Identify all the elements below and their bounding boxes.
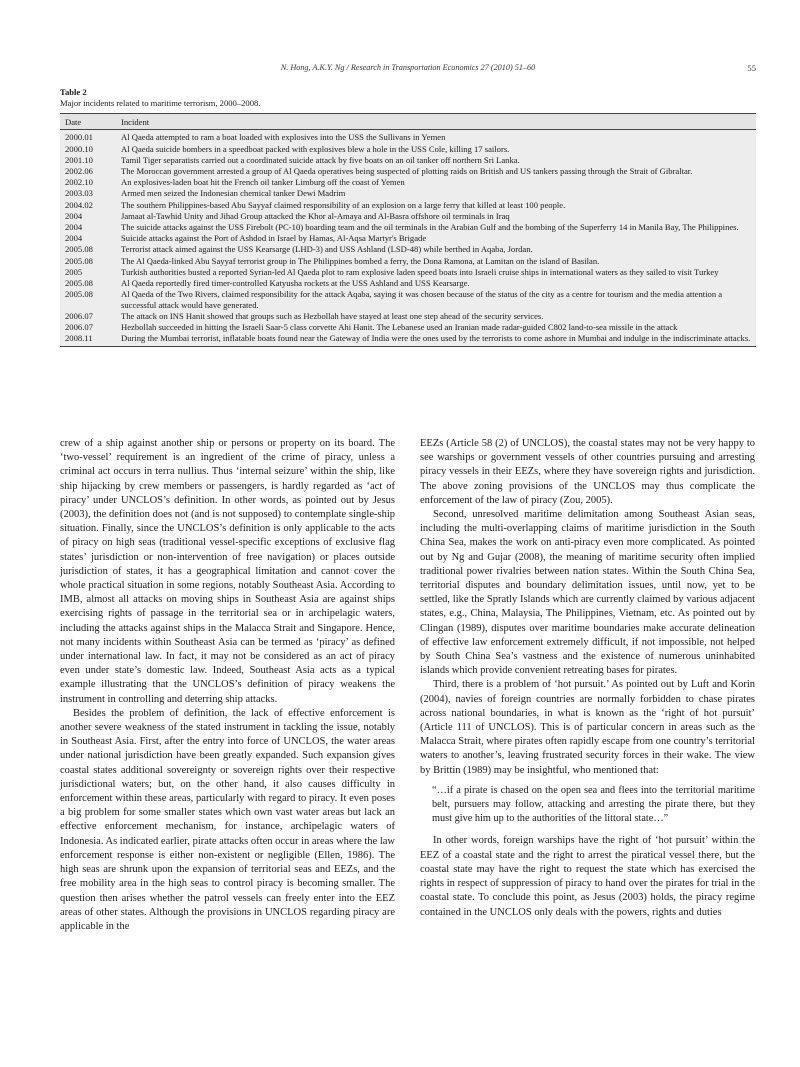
- table-row: [60, 188, 756, 199]
- table-row: [60, 244, 756, 255]
- table-row: [60, 177, 756, 188]
- incident-description: Tamil Tiger separatists carried out a coordinated suicide attack by five boats on an oil tanker off northern Sri Lanka.: [121, 154, 520, 165]
- incident-description: The Moroccan government arrested a group of Al Qaeda operatives being suspected of plotting raids on British and US tankers passing through the Strait of Gibraltar.: [121, 166, 693, 177]
- block-quote: “…if a pirate is chased on the open sea and flees into the territorial maritime belt, pursuers may follow, attacking and arresting the pirate there, but they must give him up to the authorities of the littoral state…”: [432, 784, 755, 825]
- paragraph: EEZs (Article 58 (2) of UNCLOS), the coastal states may not be very happy to see warships or government vessels of other countries pursuing and arresting piracy vessels in their EEZs, where they have sovereign rights and jurisdiction. The above zoning provisions of the UNCLOS may thus complicate the enforcement of the law of piracy (Zou, 2005).: [420, 438, 755, 506]
- incident-date: 2005.08: [65, 255, 93, 266]
- column-header-date: Date: [60, 114, 121, 130]
- right-text-column: [420, 437, 755, 920]
- running-header: [60, 63, 756, 77]
- incident-description: Al Qaeda of the Two Rivers, claimed responsibility for the attack Aqaba, saying it was chosen because of the status of the city as a centre for tourism and the media attention a successful attack would have generated.: [121, 289, 723, 310]
- table-row: [60, 166, 756, 177]
- incident-date: 2004: [65, 222, 83, 233]
- table-row: [60, 222, 756, 233]
- table-row: [60, 233, 756, 244]
- table-row: [60, 200, 756, 211]
- incident-description: The attack on INS Hanit showed that groups such as Hezbollah have stayed at least one step ahead of the security services.: [121, 310, 544, 321]
- journal-citation: N. Hong, A.K.Y. Ng / Research in Transportation Economics 27 (2010) 51–60: [280, 63, 536, 72]
- table-row: [60, 211, 756, 222]
- incident-date: 2002.10: [65, 177, 93, 188]
- incident-date: 2001.10: [65, 154, 93, 165]
- incident-description: Hezbollah succeeded in hitting the Israeli Saar-5 class corvette Ahi Hanit. The Lebanese used an Iranian made radar-guided C802 land-to-sea missile in the attack: [121, 322, 678, 333]
- table-row: [60, 333, 756, 346]
- table-row: [60, 311, 756, 322]
- incident-date: 2005: [65, 266, 83, 277]
- incident-description: Terrorist attack aimed against the USS Kearsarge (LHD-3) and USS Ashland (LSD-48) while berthed in Aqaba, Jordan.: [121, 244, 533, 255]
- table-caption: Major incidents related to maritime terrorism, 2000–2008.: [60, 98, 261, 108]
- incident-description: The suicide attacks against the USS Firebolt (PC-10) boarding team and the oil terminals in the Arabian Gulf and the bombing of the Superferry 14 in Manila Bay, The Philippines.: [121, 222, 739, 233]
- incident-date: 2005.08: [65, 289, 93, 300]
- incident-description: Al Qaeda attempted to ram a boat loaded with explosives into the USS the Sullivans in Yemen: [121, 132, 446, 143]
- incident-description: Jamaat al-Tawhid Unity and Jihad Group attacked the Khor al-Amaya and Al-Basra offshore oil terminals in Iraq: [121, 210, 510, 221]
- incident-date: 2003.03: [65, 188, 93, 199]
- table-row: [60, 278, 756, 289]
- paragraph: Besides the problem of definition, the lack of effective enforcement is another severe weakness of the stated instrument in tackling the issue, notably in Southeast Asia. First, after the entry into force of UNCLOS, the water areas under national jurisdiction have been greatly expanded. Such expansion gives coastal states additional sovereignty or sovereign rights over their respective jurisdictional waters; but, on the other hand, it also causes difficulty in enforcement within these areas, particularly with regard to piracy. It even poses a big problem for some smaller states which own vast water areas but lack an effective enforcement mechanism, for instance, archipelagic waters of Indonesia. As indicated earlier, pirate attacks often occur in areas where the law enforcement response is either non-existent or negligible (Ellen, 1986). The high seas are shrunk upon the expansion of territorial seas and EEZs, and the free mobility area in the high seas to control piracy is becoming smaller. The question then arises whether the patrol vessels can freely enter into the EEZ areas of other states. Although the provisions in UNCLOS regarding piracy are applicable in the: [60, 707, 395, 932]
- incident-date: 2005.08: [65, 278, 93, 289]
- column-header-incident: Incident: [121, 114, 756, 130]
- incidents-table: [60, 113, 756, 347]
- page-number: 55: [747, 63, 756, 73]
- table-row: [60, 130, 756, 144]
- paragraph: Third, there is a problem of ‘hot pursuit.’ As pointed out by Luft and Korin (2004), navies of foreign countries are normally forbidden to chase pirates across national boundaries, in what is known as the ‘right of hot pursuit’ (Article 111 of UNCLOS). This is of particular concern in areas such as the Malacca Strait, where pirates often rapidly escape from one country’s territorial waters to another’s, leaving frustrated security forces in their wake. The view by Brittin (1989) may be insightful, who mentioned that:: [420, 679, 755, 776]
- paragraph: crew of a ship against another ship or persons or property on its board. The ‘two-vessel’ requirement is an ingredient of the crime of piracy, unless a criminal act occurs in terra nullius. Thus ‘internal seizure’ within the ship, like ship hijacking by crew members or passengers, is hardly regarded as ‘act of piracy’ under UNCLOS’s definition. In other words, as pointed out by Jesus (2003), the definition does not (and is not supposed) to contemplate single-ship situation. Finally, since the UNCLOS’s definition is only applicable to the acts of piracy on high seas (traditional vessel-specific exceptions of exclusive flag states’ jurisdiction or non-intervention of free navigation) or places outside jurisdiction of states, it has a geographical limitation and cannot cover the whole practical situation in some regions, notably Southeast Asia. According to IMB, almost all attacks on moving ships in Southeast Asia are against ships exercising rights of passage in the territorial sea or in archipelagic waters, including the attacks against ships in the Malacca Strait and Singapore. Hence, not many incidents within Southeast Asia can be termed as ‘piracy’ as defined under international law. In fact, it may not be considered as an act of piracy even under state’s domestic law. Indeed, Southeast Asia acts as a typical example illustrating that the UNCLOS’s definition of piracy weakens the instrument in controlling and deterring ship attacks.: [60, 438, 395, 705]
- table-row: [60, 144, 756, 155]
- incident-date: 2002.06: [65, 166, 93, 177]
- incident-description: The southern Philippines-based Abu Sayyaf claimed responsibility of an explosion on a large ferry that killed at least 100 people.: [121, 199, 566, 210]
- incident-description: Armed men seized the Indonesian chemical tanker Dewi Madrim: [121, 188, 346, 199]
- table-row: [60, 256, 756, 267]
- incident-date: 2004: [65, 233, 83, 244]
- paragraph: In other words, foreign warships have the right of ‘hot pursuit’ within the EEZ of a coastal state and the right to arrest the piratical vessel there, but the coastal state may have the right to request the state which has exercised the rights in respect of suppression of piracy to hand over the pirates for trial in the coastal state. To conclude this point, as Jesus (2003) holds, the piracy regime contained in the UNCLOS only deals with the powers, rights and duties: [420, 835, 755, 918]
- incident-date: 2006.07: [65, 322, 93, 333]
- incident-date: 2004: [65, 210, 83, 221]
- paragraph: Second, unresolved maritime delimitation among Southeast Asian seas, including the multi-overlapping claims of maritime jurisdiction in the South China Sea, makes the work on anti-piracy even more complicated. As pointed out by Ng and Gujar (2008), the meaning of maritime security often implied traditional power rivalries between nation states. Within the South China Sea, territorial disputes and boundary delimitation issues, until now, yet to be settled, like the Spratly Islands which are currently claimed by various adjacent states, e.g., China, Malaysia, The Philippines, Vietnam, etc. As pointed out by Clingan (1989), disputes over maritime boundaries make accurate delineation of effective law enforcement extremely difficult, if not impossible, not helped by South China Sea’s vastness and the existence of numerous uninhabited islands which provide convenient retreating bases for pirates.: [420, 509, 755, 677]
- incident-date: 2000.10: [65, 143, 93, 154]
- incident-date: 2008.11: [60, 333, 121, 346]
- incident-date: 2004.02: [65, 199, 93, 210]
- incident-date: 2005.08: [65, 244, 93, 255]
- incident-date: 2006.07: [65, 310, 93, 321]
- table-row: [60, 322, 756, 333]
- incident-description: The Al Qaeda-linked Abu Sayyaf terrorist group in The Philippines bombed a ferry, the Dona Ramona, at Lamitan on the island of Basilan.: [121, 255, 600, 266]
- table-row: [60, 155, 756, 166]
- incident-description: Al Qaeda reportedly fired timer-controlled Katyusha rockets at the USS Ashland and USS Kearsarge.: [121, 278, 470, 289]
- table-body: [60, 130, 756, 346]
- table-label: Table 2: [60, 87, 87, 97]
- table-row: [60, 289, 756, 311]
- incident-description: During the Mumbai terrorist, inflatable boats found near the Gateway of India were the ones used by the terrorists to come ashore in Mumbai and indulge in the indiscriminate attacks.: [121, 333, 756, 346]
- incident-date: 2000.01: [65, 132, 93, 143]
- table-header-row: [60, 114, 756, 130]
- incident-description: Al Qaeda suicide bombers in a speedboat packed with explosives blew a hole in the USS Cole, killing 17 sailors.: [121, 143, 510, 154]
- incident-description: Suicide attacks against the Port of Ashdod in Israel by Hamas, Al-Aqsa Martyr's Brigade: [121, 233, 427, 244]
- incident-description: An explosives-laden boat hit the French oil tanker Limburg off the coast of Yemen: [121, 177, 405, 188]
- incidents-table-block: [60, 87, 756, 347]
- table-row: [60, 267, 756, 278]
- incident-description: Turkish authorities busted a reported Syrian-led Al Qaeda plot to ram explosive laden speed boats into Israeli cruise ships in international waters as they sailed to visit Turkey: [121, 266, 719, 277]
- left-text-column: [60, 437, 395, 934]
